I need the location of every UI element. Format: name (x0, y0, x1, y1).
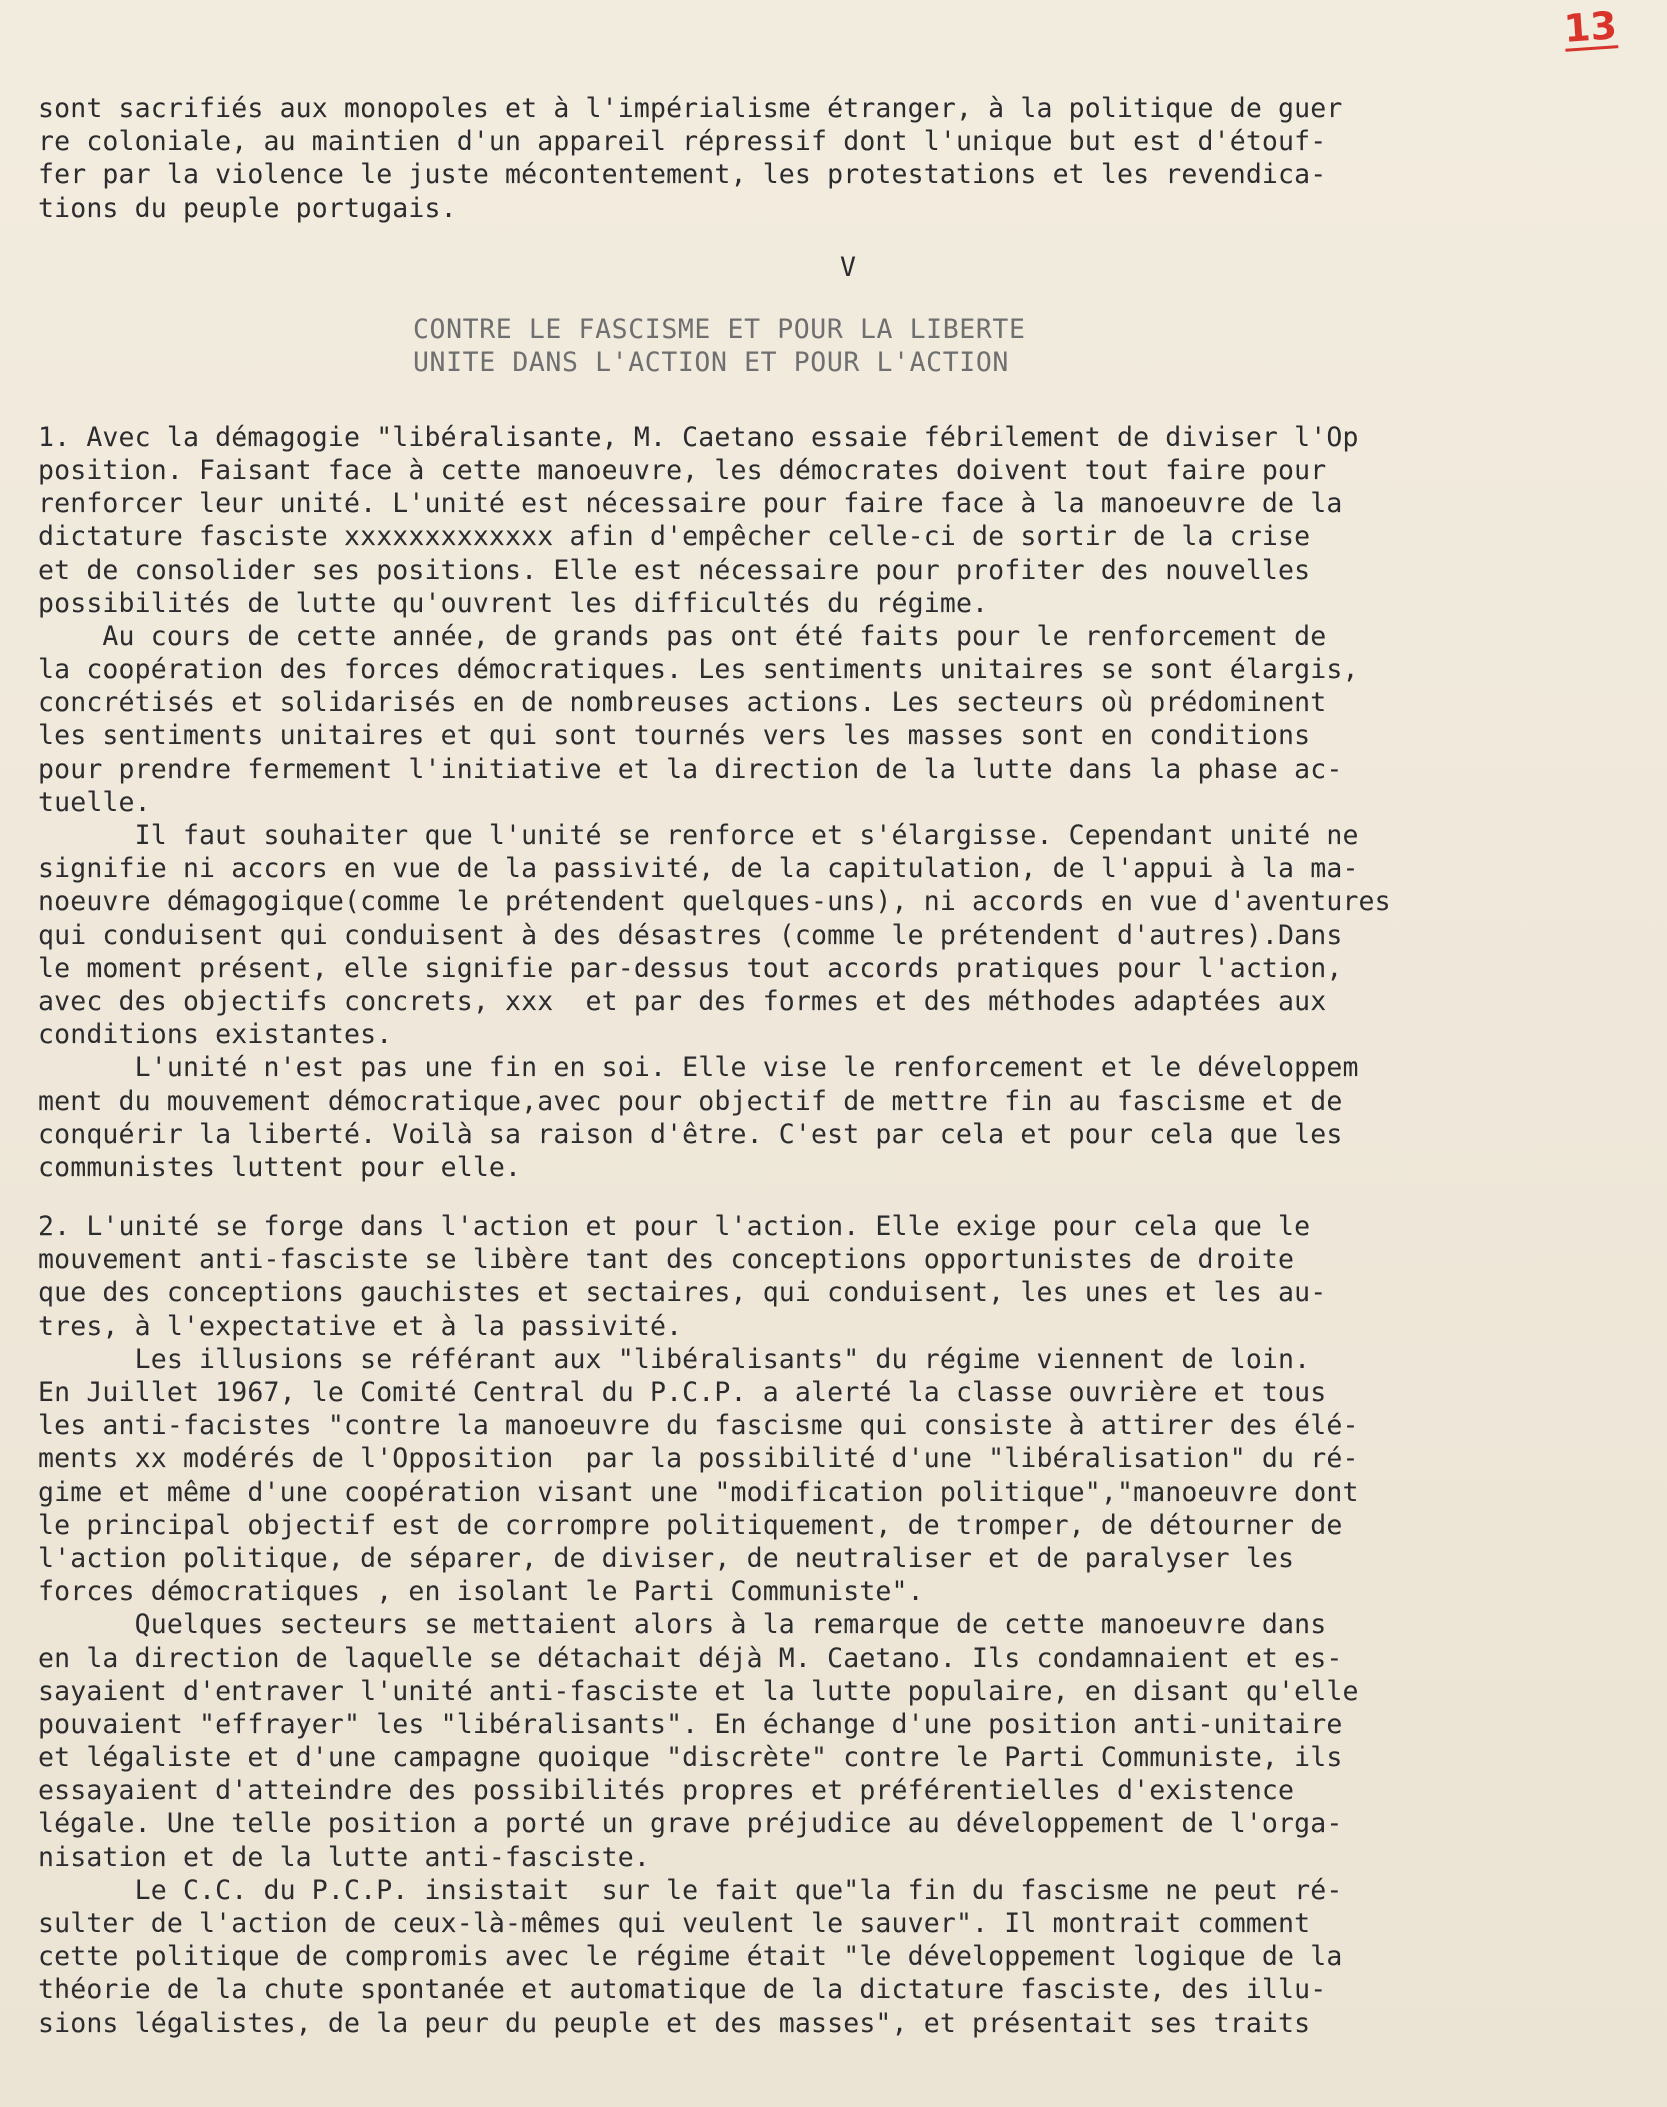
text-line: les anti-facistes "contre la manoeuvre du fascisme qui consiste à attirer des élé- (38, 1410, 1359, 1442)
text-line: théorie de la chute spontanée et automatique de la dictature fasciste, des illu- (38, 1974, 1327, 2006)
text-line: tuelle. (38, 786, 151, 818)
text-line: cette politique de compromis avec le régime était "le développement logique de la (38, 1941, 1343, 1973)
text-line: En Juillet 1967, le Comité Central du P.C.P. a alerté la classe ouvrière et tous (38, 1377, 1327, 1408)
text-line: 1. Avec la démagogie "libéralisante, M. Caetano essaie fébrilement de diviser l'Op (38, 421, 1359, 453)
text-line: et de consolider ses positions. Elle est nécessaire pour profiter des nouvelles (38, 554, 1311, 586)
text-line: essayaient d'atteindre des possibilités propres et préférentielles d'existence (38, 1775, 1295, 1807)
text-line: Le C.C. du P.C.P. insistait sur le fait que"la fin du fascisme ne peut ré- (38, 1874, 1343, 1906)
text-line: possibilités de lutte qu'ouvrent les difficultés du régime. (38, 587, 989, 619)
text-line: concrétisés et solidarisés en de nombreuses actions. Les secteurs où prédominent (38, 687, 1327, 719)
section-title-line-1: CONTRE LE FASCISME ET POUR LA LIBERTE (413, 313, 1026, 345)
text-line: gime et même d'une coopération visant une "modification politique","manoeuvre dont (38, 1476, 1359, 1508)
text-line: légale. Une telle position a porté un grave préjudice au développement de l'orga- (38, 1808, 1343, 1840)
typed-text-body (38, 92, 1638, 2040)
text-line: renforcer leur unité. L'unité est nécessaire pour faire face à la manoeuvre de la (38, 488, 1343, 520)
page-number: 13 (1562, 3, 1619, 51)
text-line: dictature fasciste xxxxxxxxxxxxx afin d'empêcher celle-ci de sortir de la crise (38, 521, 1311, 553)
text-line: re coloniale, au maintien d'un appareil répressif dont l'unique but est d'étouf- (38, 126, 1327, 158)
text-line: communistes luttent pour elle. (38, 1151, 522, 1183)
text-line: position. Faisant face à cette manoeuvre, les démocrates doivent tout faire pour (38, 454, 1327, 486)
text-line: Quelques secteurs se mettaient alors à la remarque de cette manoeuvre dans (38, 1609, 1327, 1641)
text-line: signifie ni accors en vue de la passivité, de la capitulation, de l'appui à la ma- (38, 853, 1359, 885)
text-line: pour prendre fermement l'initiative et la direction de la lutte dans la phase ac- (38, 753, 1343, 785)
text-line: nisation et de la lutte anti-fasciste. (38, 1841, 650, 1873)
text-line: les sentiments unitaires et qui sont tournés vers les masses sont en conditions (38, 720, 1311, 752)
text-line: tres, à l'expectative et à la passivité. (38, 1310, 683, 1342)
text-line: en la direction de laquelle se détachait déjà M. Caetano. Ils condamnaient et es- (38, 1642, 1343, 1674)
text-line: sulter de l'action de ceux-là-mêmes qui veulent le sauver". Il montrait comment (38, 1908, 1311, 1939)
text-line: conditions existantes. (38, 1019, 393, 1051)
text-line: ments xx modérés de l'Opposition par la possibilité d'une "libéralisation" du ré- (38, 1443, 1359, 1475)
text-line: ment du mouvement démocratique,avec pour objectif de mettre fin au fascisme et de (38, 1085, 1343, 1117)
text-line: L'unité n'est pas une fin en soi. Elle vise le renforcement et le développem (38, 1052, 1359, 1084)
text-line: Au cours de cette année, de grands pas ont été faits pour le renforcement de (38, 620, 1327, 652)
text-line: sayaient d'entraver l'unité anti-fasciste et la lutte populaire, en disant qu'elle (38, 1675, 1359, 1707)
text-line: mouvement anti-fasciste se libère tant des conceptions opportunistes de droite (38, 1244, 1295, 1276)
text-line: tions du peuple portugais. (38, 192, 457, 224)
text-line: sions légalistes, de la peur du peuple et des masses", et présentait ses traits (38, 2007, 1311, 2039)
text-line: la coopération des forces démocratiques. Les sentiments unitaires se sont élargis, (38, 654, 1359, 686)
text-line: qui conduisent qui conduisent à des désastres (comme le prétendent d'autres).Dans (38, 919, 1343, 951)
text-line: que des conceptions gauchistes et sectaires, qui conduisent, les unes et les au- (38, 1277, 1327, 1309)
text-line: pouvaient "effrayer" les "libéralisants". En échange d'une position anti-unitaire (38, 1708, 1343, 1740)
text-line: conquérir la liberté. Voilà sa raison d'être. C'est par cela et pour cela que les (38, 1118, 1343, 1150)
text-line: Il faut souhaiter que l'unité se renforce et s'élargisse. Cependant unité ne (38, 820, 1359, 851)
text-line: 2. L'unité se forge dans l'action et pour l'action. Elle exige pour cela que le (38, 1211, 1311, 1243)
text-line: le principal objectif est de corrompre politiquement, de tromper, de détourner de (38, 1509, 1343, 1541)
text-line: Les illusions se référant aux "libéralisants" du régime viennent de loin. (38, 1343, 1311, 1375)
text-line: fer par la violence le juste mécontentement, les protestations et les revendica- (38, 159, 1327, 191)
text-line: avec des objectifs concrets, xxx et par des formes et des méthodes adaptées aux (38, 985, 1327, 1017)
section-title-line-2: UNITE DANS L'ACTION ET POUR L'ACTION (413, 346, 1009, 378)
text-line: sont sacrifiés aux monopoles et à l'impérialisme étranger, à la politique de guer (38, 93, 1343, 124)
text-line: le moment présent, elle signifie par-dessus tout accords pratiques pour l'action, (38, 952, 1343, 984)
text-line: l'action politique, de séparer, de diviser, de neutraliser et de paralyser les (38, 1542, 1295, 1574)
section-numeral: V (839, 251, 857, 283)
text-line: forces démocratiques , en isolant le Parti Communiste". (38, 1576, 924, 1608)
text-line: et légaliste et d'une campagne quoique "discrète" contre le Parti Communiste, ils (38, 1742, 1343, 1774)
text-line: noeuvre démagogique(comme le prétendent quelques-uns), ni accords en vue d'aventures (38, 886, 1391, 918)
